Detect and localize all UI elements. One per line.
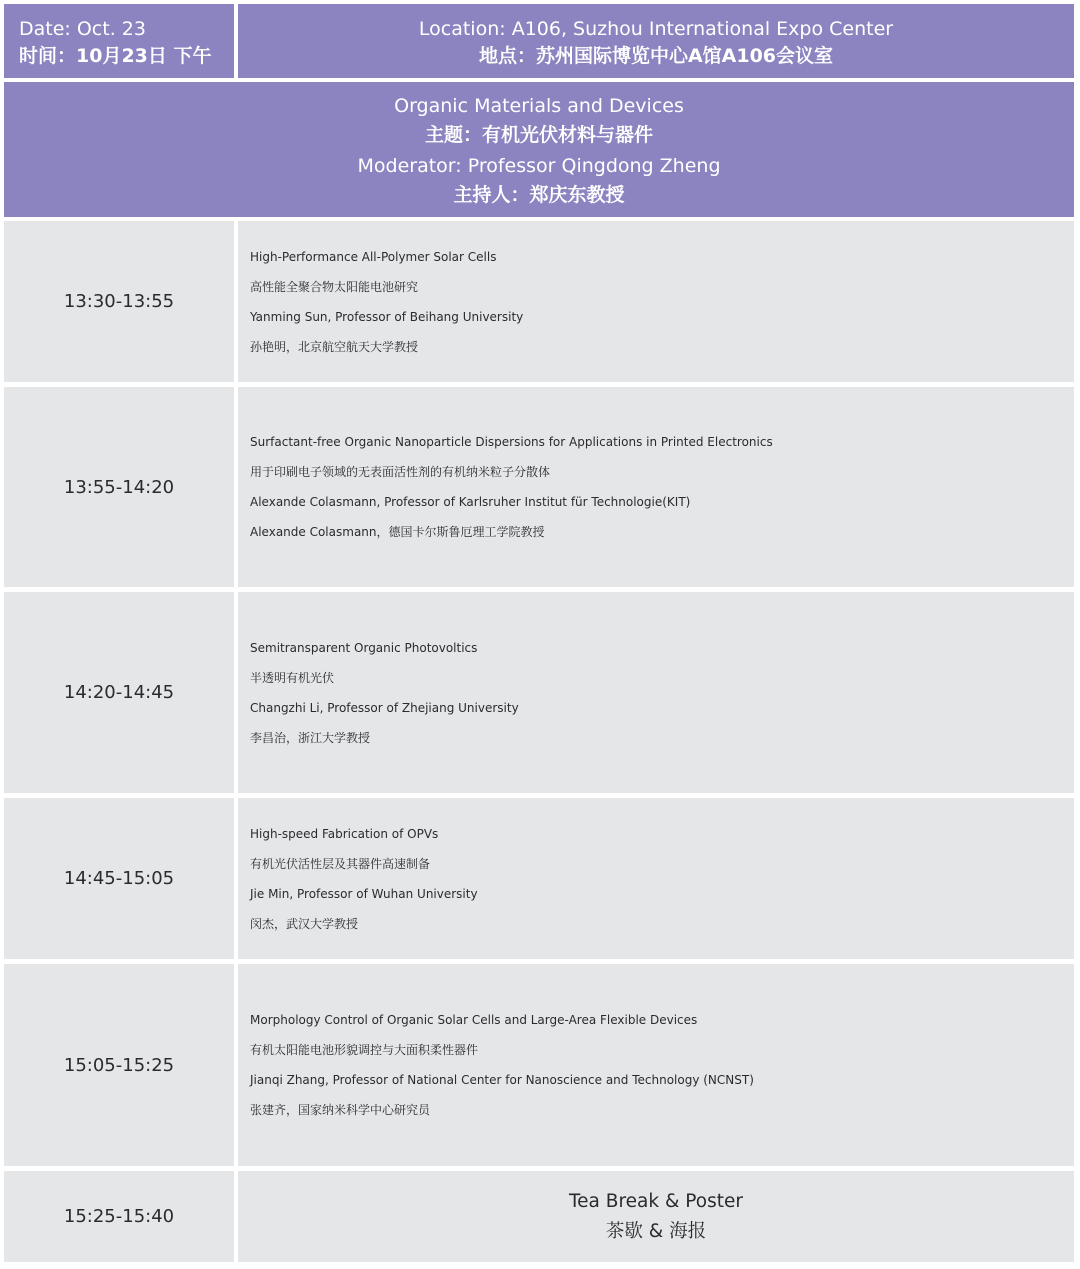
talk-title-zh: 有机太阳能电池形貌调控与大面积柔性器件 <box>250 1043 479 1057</box>
talk-time: 13:30-13:55 <box>63 291 175 312</box>
break-info-cell <box>238 1171 1074 1262</box>
break-time-cell <box>4 1171 234 1262</box>
talk-speaker-en: Changzhi Li, Professor of Zhejiang University <box>250 700 519 715</box>
talk-info-cell <box>238 387 1074 587</box>
talk-info-cell <box>238 798 1074 959</box>
talk-time-cell <box>4 798 234 959</box>
talk-time: 14:20-14:45 <box>63 682 175 703</box>
talk-title-en: Morphology Control of Organic Solar Cells and Large-Area Flexible Devices <box>250 1013 698 1027</box>
talk-title-en: Semitransparent Organic Photovoltics <box>250 640 478 655</box>
talk-speaker-zh: 闵杰，武汉大学教授 <box>250 916 359 931</box>
talk-time-cell <box>4 592 234 793</box>
talk-time: 14:45-15:05 <box>63 868 175 889</box>
talk-speaker-en: Jie Min, Professor of Wuhan University <box>250 886 478 901</box>
date-cell <box>4 4 234 78</box>
break-time: 15:25-15:40 <box>63 1206 175 1227</box>
moderator-en: Moderator: Professor Qingdong Zheng <box>357 155 721 177</box>
date-zh: 时间：10月23日 下午 <box>19 45 212 67</box>
talk-speaker-en: Jianqi Zhang, Professor of National Center for Nanoscience and Technology (NCNST) <box>250 1073 754 1087</box>
talk-speaker-zh: Alexande Colasmann，德国卡尔斯鲁厄理工学院教授 <box>250 525 545 539</box>
session-title-en: Organic Materials and Devices <box>394 95 684 117</box>
talk-title-en: Surfactant-free Organic Nanoparticle Dispersions for Applications in Printed Electronics <box>250 435 773 449</box>
talk-info-cell <box>238 592 1074 793</box>
talk-title-zh: 用于印刷电子领域的无表面活性剂的有机纳米粒子分散体 <box>250 465 551 479</box>
talk-title-zh: 有机光伏活性层及其器件高速制备 <box>250 856 431 871</box>
location-cell <box>238 4 1074 78</box>
talk-info-cell <box>238 964 1074 1166</box>
break-label-en: Tea Break & Poster <box>569 1190 743 1212</box>
break-label-zh: 茶歇 & 海报 <box>605 1220 707 1242</box>
talk-info-cell <box>238 221 1074 382</box>
talk-time-cell <box>4 387 234 587</box>
talk-speaker-en: Alexande Colasmann, Professor of Karlsruher Institut für Technologie(KIT) <box>250 495 691 509</box>
talk-time: 13:55-14:20 <box>63 476 175 498</box>
moderator-zh: 主持人：郑庆东教授 <box>453 184 625 206</box>
talk-title-en: High-speed Fabrication of OPVs <box>250 826 439 841</box>
talk-speaker-zh: 李昌治，浙江大学教授 <box>250 730 371 745</box>
talk-speaker-en: Yanming Sun, Professor of Beihang University <box>250 309 524 324</box>
talk-time-cell <box>4 221 234 382</box>
location-en: Location: A106, Suzhou International Expo Center <box>418 18 894 40</box>
talk-title-zh: 高性能全聚合物太阳能电池研究 <box>250 279 419 294</box>
date-en: Date: Oct. 23 <box>19 18 146 40</box>
session-header <box>4 82 1074 217</box>
session-title-zh: 主题：有机光伏材料与器件 <box>424 124 653 146</box>
talk-time: 15:05-15:25 <box>63 1054 175 1076</box>
talk-time-cell <box>4 964 234 1166</box>
talk-title-zh: 半透明有机光伏 <box>250 670 335 685</box>
talk-title-en: High-Performance All-Polymer Solar Cells <box>250 249 497 264</box>
talk-speaker-zh: 孙艳明，北京航空航天大学教授 <box>250 339 419 354</box>
location-zh: 地点：苏州国际博览中心A馆A106会议室 <box>478 45 834 67</box>
talk-speaker-zh: 张建齐，国家纳米科学中心研究员 <box>250 1103 431 1117</box>
